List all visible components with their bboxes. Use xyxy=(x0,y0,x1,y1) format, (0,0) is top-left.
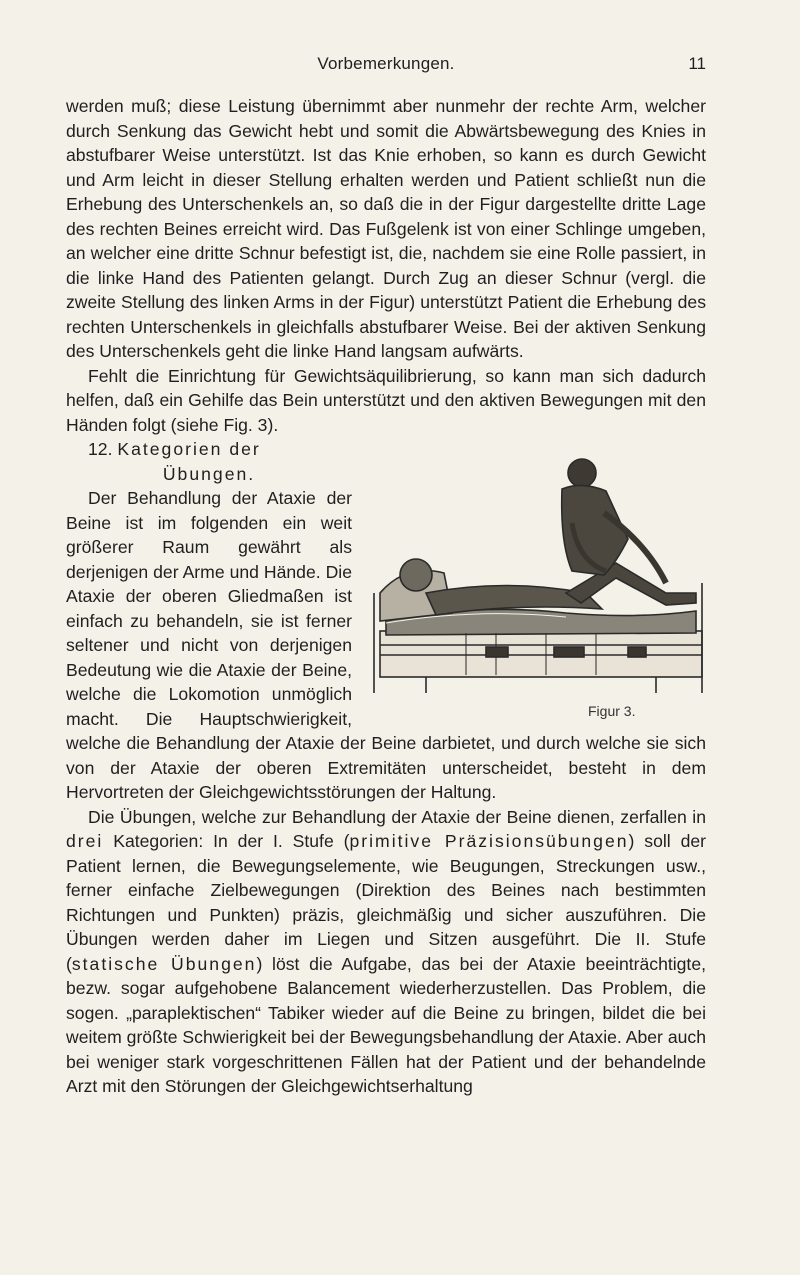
bed-frame xyxy=(380,631,702,677)
section-title-part-2: Übungen. xyxy=(162,463,256,484)
section-title-part-1: Kategorien der xyxy=(117,439,261,459)
figure-3-illustration xyxy=(366,443,706,693)
p4-emph-primitive: primitive Präzisionsübungen xyxy=(349,831,629,851)
paragraph-2-text: Fehlt die Einrichtung für Gewichtsäquilibrierung, so kann man sich dadurch helfen, daß ein Gehilfe das Bein unterstützt und den aktiven Bewegungen mit den Händen folgt (siehe Fig. 3). xyxy=(66,365,706,435)
running-head xyxy=(66,54,706,78)
patient-head xyxy=(400,559,432,591)
p4-emph-drei: drei xyxy=(66,831,104,851)
page-number: 11 xyxy=(688,54,706,73)
p4-text-a: Die Übungen, welche zur Behandlung der Ataxie der Beine dienen, zerfallen in xyxy=(88,806,706,827)
paragraph-4 xyxy=(66,805,706,1099)
paragraph-1: werden muß; diese Leistung übernimmt aber nunmehr der rechte Arm, welcher durch Senkung das Gewicht hebt und somit die Abwärtsbewegung des Knies in abstufbarer Weise unterstützt. Ist das Knie erhoben, so kann es durch Gewicht und Arm leicht in dieser Stellung erhalten werden und Patient schließt nun die Erhebung des Unterschenkels an, so daß die in der Figur dargestellte dritte Lage des rechten Beines erreicht wird. Das Fußgelenk ist von einer Schlinge umgeben, an welcher eine dritte Schnur befestigt ist, die, nachdem sie eine Rolle passiert, in die linke Hand des Patienten gelangt. Durch Zug an dieser Schnur (vergl. die zweite Stellung des linken Arms in der Figur) unterstützt Patient die Erhebung des rechten Unterschenkels in gleichfalls abstufbarer Weise. Bei der aktiven Senkung des Unterschenkels geht die linke Hand langsam aufwärts. xyxy=(66,96,706,361)
section-number: 12. xyxy=(88,439,113,459)
running-title: Vorbemerkungen. xyxy=(317,54,455,73)
body-text xyxy=(66,94,706,1099)
p4-emph-statische: statische Übungen xyxy=(71,953,257,974)
assistant-head xyxy=(568,459,596,487)
p4-text-c: ) soll der Patient lernen, die Bewegungselemente, wie Beugungen, Streckungen usw., ferner einfache Zielbewegungen (Direktion des Beines nach bestimmten Richtungen und Punkten) präzis, gleichmäßig und sicher auszuführen. Die Übungen werden daher im Liegen und Sitzen ausgeführt. Die II. Stufe ( xyxy=(66,831,706,974)
paragraph-2 xyxy=(66,364,706,438)
figure-3 xyxy=(364,443,706,727)
p4-text-d: ) löst die Aufgabe, das bei der Ataxie beeinträchtigte, bezw. sogar aufgehobene Balancement wiederherzustellen. Das Problem, die sogen. „paraplektischen“ Tabiker wieder auf die Beine zu bringen, bildet die bei weitem größte Schwierigkeit bei der Bewegungsbehandlung der Ataxie. Aber auch bei weniger stark vorgeschrittenen Fällen hat der Patient und der behandelnde Arzt mit den Störungen der Gleichgewichtserhaltung xyxy=(66,953,706,1096)
figure-caption: Figur 3. xyxy=(588,703,636,719)
p4-text-b: Kategorien: In der I. Stufe ( xyxy=(103,831,350,851)
paragraph-3: Der Behandlung der Ataxie der Beine ist im folgenden ein weit größerer Raum gewährt als derjenigen der Arme und Hände. Die Ataxie der oberen Gliedmaßen ist einfach zu behandeln, sie ist ferner seltener und nicht von derjenigen Bedeutung wie die Ataxie der Beine, welche die Lokomotion unmöglich macht. Die Hauptschwierigkeit, welche die Behandlung der Ataxie der Beine darbietet, und durch welche sie sich von der Ataxie der oberen Extremitäten unterscheidet, besteht in dem Hervortreten der Gleichgewichtsstörungen der Haltung. xyxy=(66,488,706,802)
